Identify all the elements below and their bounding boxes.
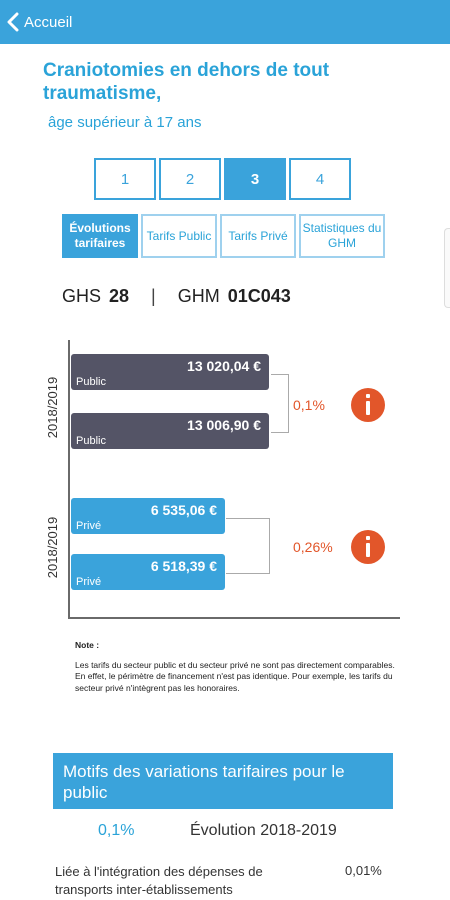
step-1-button[interactable]: 1 [94,158,156,200]
motifs-header: Motifs des variations tarifaires pour le public [53,753,393,809]
top-bar [0,0,450,44]
step-2-button[interactable]: 2 [159,158,221,200]
bar-prive-2 [71,554,225,590]
ghs-label: GHS [62,286,102,306]
variation-detail-label: Liée à l'intégration des dépenses de transports inter-établissements [55,864,263,897]
bar-value-label: 6 518,39 € [150,558,217,574]
tab-statistiques-ghm[interactable]: Statistiques du GHM [299,214,385,258]
info-icon[interactable] [351,388,385,422]
bar-public-1 [71,354,269,390]
group-1-year-label: 2018/2019 [45,376,61,439]
bar-prive-1 [71,498,225,534]
step-4-button[interactable]: 4 [289,158,351,200]
tab-bar [62,214,385,258]
side-scroll-handle[interactable] [444,228,450,308]
group-1-evolution: 0,1% [293,397,325,413]
step-selector [94,158,351,200]
ghm-label: GHM [177,286,220,306]
group-1-bracket [271,374,289,433]
chevron-left-icon [6,12,20,32]
page-title: Craniotomies en dehors de tout traumatisme, [43,60,330,104]
variation-detail-percentage: 0,01% [345,863,382,878]
group-2-year-label: 2018/2019 [45,516,61,579]
note-block [75,640,395,694]
info-icon[interactable] [351,530,385,564]
bar-sector-label: Privé [76,520,102,532]
ghs-ghm-codes [62,286,291,307]
code-separator: | [151,286,156,306]
y-axis-line [68,340,70,618]
x-axis-line [68,617,400,619]
step-3-button[interactable]: 3 [224,158,286,200]
ghs-value: 28 [109,286,130,306]
tariff-chart [0,340,450,630]
evolution-label: Évolution 2018-2019 [190,822,337,839]
tab-evolutions-tarifaires[interactable]: Évolutions tarifaires [62,214,138,258]
note-text: Les tarifs du secteur public et du secteur privé ne sont pas directement comparables. En effet, le périmètre de financement n'est pas identique. Pour exemple, les tarifs du secteur privé n'intègrent pas les honoraires. [75,659,395,693]
ghm-value: 01C043 [227,286,291,306]
page-subtitle: âge supérieur à 17 ans [48,114,202,131]
bar-value-label: 6 535,06 € [150,502,217,518]
bar-sector-label: Privé [76,576,102,588]
group-2-bracket [226,518,270,574]
tab-tarifs-prive[interactable]: Tarifs Privé [220,214,296,258]
group-2-evolution: 0,26% [293,539,333,555]
bar-public-2 [71,413,269,449]
note-heading: Note : [75,640,100,650]
tab-tarifs-public[interactable]: Tarifs Public [141,214,217,258]
back-label: Accueil [24,13,73,31]
bar-sector-label: Public [76,435,106,447]
evolution-percentage: 0,1% [98,822,135,839]
back-button[interactable] [0,12,72,32]
bar-value-label: 13 020,04 € [187,358,261,374]
bar-sector-label: Public [76,376,106,388]
bar-value-label: 13 006,90 € [187,417,261,433]
